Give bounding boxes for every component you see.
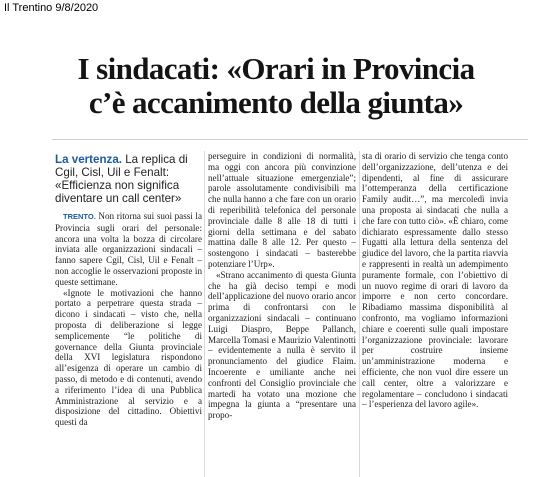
article-column-2 xyxy=(208,151,356,477)
dateline: TRENTO. xyxy=(63,212,96,221)
headline-divider xyxy=(52,139,528,140)
article-headline xyxy=(0,52,552,120)
paragraph: «Strano accanimento di questa Giunta che ha già deciso tempi e modi dell’applicazione del nuovo orario ancor prima di confrontarsi con le organizzazioni sindacali – continuano Luigi Diaspro, Beppe Pallanch, Marcella Tomasi e Maurizio Valentinotti – evidentemente a nulla è servito il pronunciamento del giudice Flaim. Incoerente e umiliante anche nei confronti del Consiglio provinciale che martedì ha votato una mozione che impegna la giunta a “presentare una propo- xyxy=(208,269,356,421)
paragraph xyxy=(55,211,202,288)
headline-line-1: I sindacati: «Orari in Provincia xyxy=(77,51,475,86)
paragraph-text: Non ritorna sui suoi passi la Provincia sugli orari del personale: ancora una volta la bozza di circolare inviata alle organizzazioni sindacali – fanno sapere Cgil, Cisl, Uil e Fenalt – non accoglie le osservazioni proposte in queste settimane. xyxy=(55,211,202,287)
headline-line-2: c’è accanimento della giunta» xyxy=(88,85,464,120)
paragraph: sta di orario di servizio che tenga conto dell’organizzazione, dell’utenza e dei dipendenti, al fine di assicurare l’ottemperanza della certificazione Family audit…”, ma mercoledì invia una proposta ai sindacati che nulla a che fare con tutto ciò». «È chiaro, come dichiarato espressamente dallo stesso Fugatti alla lettura della sentenza del giudice del lavoro, che la partita riavvia e rappresenti in realtà un adempimento puramente formale, con l’obiettivo di un nuovo regime di orari di lavoro da imporre e non certo concordare. Ribadiamo massima disponibilità al confronto, ma vogliamo informazioni chiare e coerenti sulle quali impostare l’organizzazione provinciale: lavorare per costruire insieme un’amministrazione moderna e efficiente, che non vuol dire essere un call center, oltre a valorizzare e regolamentare – concludono i sindacati – l’esperienza del lavoro agile». xyxy=(362,151,508,410)
kicker-text: La replica di Cgil, Cisl, Uil e Fenalt: «Efficienza non significa diventare un call center» xyxy=(55,153,188,205)
article-column-1 xyxy=(55,151,202,477)
source-label: Il Trentino 9/8/2020 xyxy=(4,2,99,14)
column-divider xyxy=(359,151,360,477)
kicker-label: La vertenza. xyxy=(55,153,123,166)
article-column-3 xyxy=(362,151,508,477)
paragraph: perseguire in condizioni di normalità, ma oggi con ancora più convinzione nell’attuale situazione emergenziale”; parole assolutamente condivisibili ma che nulla hanno a che fare con un orario di reperibilità telefonica del personale provinciale dalle 8 alle 18 di tutti i giorni della settimana e del sabato mattina dalle 8 alle 12. Per questo – sostengono i sindacati – basterebbe potenziare l’Urp». xyxy=(208,151,356,269)
column-divider xyxy=(204,151,205,477)
article-kicker xyxy=(55,153,202,205)
paragraph: «Ignote le motivazioni che hanno portato a perpetrare questa strada – dicono i sindacati – visto che, nella proposta di deliberazione si legge semplicemente “le politiche di governance della Giunta provinciale della XVI legislatura rispondono all’esigenza di operare un cambio di passo, di metodo e di contenuti, avendo a riferimento l’idea di una Pubblica Amministrazione al servizio e a disposizione del cittadino. Obiettivi questi da xyxy=(55,287,202,428)
